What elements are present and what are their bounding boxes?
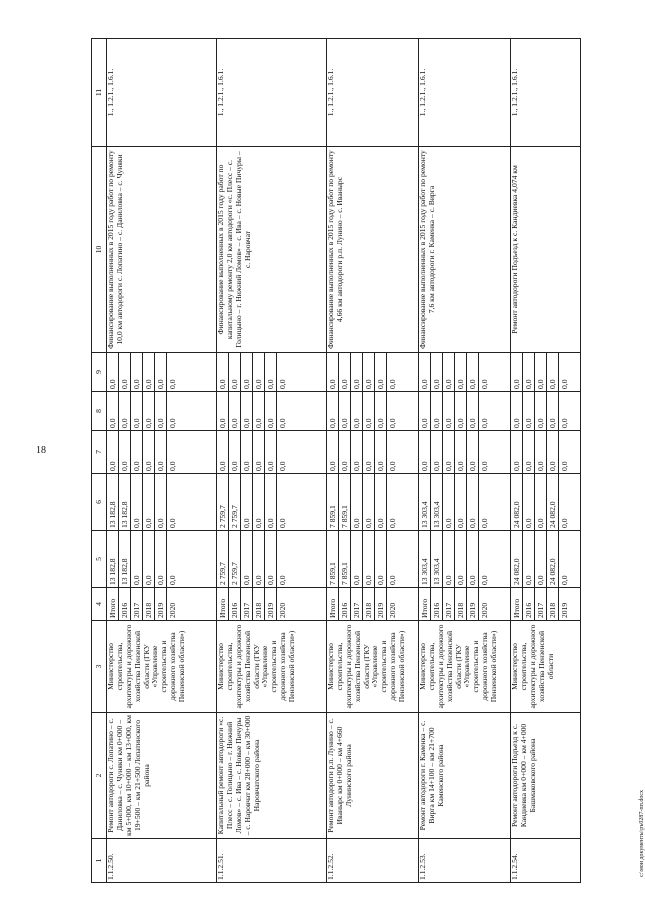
funding-total-value: 0,0 — [388, 575, 397, 585]
funding-col-8-value: 0,0 — [217, 392, 229, 430]
funding-col-8-value: 0,0 — [131, 392, 143, 430]
funding-col-9-value: 0,0 — [535, 353, 547, 391]
year-list-value: Итого — [327, 588, 339, 620]
funding-total-value: 0,0 — [265, 531, 277, 587]
rotated-table-container — [91, 39, 645, 883]
funding-total-value: 24 082,0 — [511, 531, 523, 587]
funding-col-7-value: 0,0 — [480, 461, 489, 471]
year-list-value: 2017 — [443, 588, 455, 620]
activity-name: Ремонт автодороги Подъезд к с. Кандиевка км 0+000 – км 4+000 Башмаковского района — [511, 713, 581, 839]
activity-executor: Министерство строительства, архитектуры и дорожного хозяйства Пензенской области — [511, 621, 581, 713]
funding-col-9-value: 0,0 — [119, 353, 131, 391]
funding-col-6-value: 0,0 — [455, 474, 467, 530]
funding-col-6-value: 0,0 — [480, 518, 489, 528]
funding-col-9-value: 0,0 — [547, 353, 559, 391]
funding-col-9-value: 0,0 — [511, 353, 523, 391]
funding-col-7-value: 0,0 — [143, 431, 155, 473]
funding-col-9-value: 0,0 — [523, 353, 535, 391]
funding-col-9-value: 0,0 — [265, 353, 277, 391]
funding-col-7 — [217, 431, 327, 474]
funding-col-7-value: 0,0 — [431, 431, 443, 473]
activity-refs: 1., 1.2.1., 1.6.1. — [327, 39, 419, 147]
funding-col-9-value: 0,0 — [131, 353, 143, 391]
funding-col-6-value: 0,0 — [388, 518, 397, 528]
activity-code: 1.1.2.54. — [511, 839, 581, 883]
funding-col-8-value: 0,0 — [560, 418, 569, 428]
funding-total-value: 2 759,7 — [229, 531, 241, 587]
funding-col-6-value: 2 759,7 — [217, 474, 229, 530]
year-list-value: 2020 — [278, 602, 287, 618]
funding-col-8 — [217, 392, 327, 431]
funding-total-value: 0,0 — [168, 575, 177, 585]
funding-col-6-value: 0,0 — [375, 474, 387, 530]
year-list-value: 2018 — [143, 588, 155, 620]
table-body — [107, 39, 581, 883]
funding-col-8-value: 0,0 — [278, 418, 287, 428]
funding-col-8-value: 0,0 — [535, 392, 547, 430]
funding-col-8-value: 0,0 — [547, 392, 559, 430]
funding-total-value: 0,0 — [143, 531, 155, 587]
funding-col-9 — [419, 353, 511, 392]
funding-col-9 — [107, 353, 217, 392]
activity-code: 1.1.2.53. — [419, 839, 511, 883]
funding-col-9 — [511, 353, 581, 392]
funding-col-9-value: 0,0 — [431, 353, 443, 391]
funding-col-7-value: 0,0 — [119, 431, 131, 473]
funding-col-7-value: 0,0 — [155, 431, 167, 473]
funding-total — [419, 531, 511, 588]
program-activities-table — [91, 38, 581, 883]
funding-col-6-value: 0,0 — [253, 474, 265, 530]
funding-col-7-value: 0,0 — [253, 431, 265, 473]
funding-total-value: 13 182,8 — [107, 531, 119, 587]
funding-total-value: 2 759,7 — [217, 531, 229, 587]
funding-col-8-value: 0,0 — [431, 392, 443, 430]
year-list-value: 2017 — [241, 588, 253, 620]
activity-indicator: Финансирование выполненных в 2015 году работ по ремонту 4,66 км автодороги р.п. Лунино – с. Иванырс — [327, 147, 419, 353]
year-list — [419, 588, 511, 621]
funding-col-8-value: 0,0 — [523, 392, 535, 430]
activity-executor: Министерство строительства, архитектуры и дорожного хозяйства Пензенской области (ГКУ «Управление строительства и дорожного хозяйства Пензенской области») — [419, 621, 511, 713]
funding-col-8-value: 0,0 — [480, 418, 489, 428]
year-list-value: 2016 — [229, 588, 241, 620]
funding-total-value: 0,0 — [375, 531, 387, 587]
funding-col-7-value: 0,0 — [388, 461, 397, 471]
funding-total-value: 24 082,0 — [547, 531, 559, 587]
funding-col-9 — [327, 353, 419, 392]
funding-col-8-value: 0,0 — [119, 392, 131, 430]
year-list-value: 2019 — [375, 588, 387, 620]
funding-col-7 — [511, 431, 581, 474]
year-list-value: 2019 — [155, 588, 167, 620]
year-list-value: 2018 — [547, 588, 559, 620]
funding-total-value: 7 859,1 — [339, 531, 351, 587]
column-header-9: 9 — [92, 353, 107, 392]
funding-col-6-value: 0,0 — [143, 474, 155, 530]
funding-total-value: 0,0 — [241, 531, 253, 587]
year-list-value: Итого — [419, 588, 431, 620]
table-row — [419, 39, 511, 883]
funding-total-value: 0,0 — [467, 531, 479, 587]
column-header-7: 7 — [92, 431, 107, 474]
activity-indicator: Финансирование выполненных в 2015 году работ по ремонту 7,6 км автодороги г. Каменка – с. Вирга — [419, 147, 511, 353]
funding-total-value: 0,0 — [155, 531, 167, 587]
funding-col-8-value: 0,0 — [241, 392, 253, 430]
funding-col-8-value: 0,0 — [388, 418, 397, 428]
page-number: 18 — [36, 445, 46, 456]
funding-total-value: 0,0 — [560, 575, 569, 585]
funding-col-7-value: 0,0 — [107, 431, 119, 473]
funding-col-8-value: 0,0 — [455, 392, 467, 430]
activity-indicator: Финансирование выполненных в 2015 году работ по капитальному ремонту 2,0 км автодороги «с. Плесс – с. Голицыно – г. Нижний Ломов» – с. Ива – с. Новые Пичуры – с. Наровчат — [217, 147, 327, 353]
funding-col-7-value: 0,0 — [363, 431, 375, 473]
year-list-value: 2020 — [388, 602, 397, 618]
year-list — [107, 588, 217, 621]
funding-col-7-value: 0,0 — [229, 431, 241, 473]
funding-col-8-value: 0,0 — [375, 392, 387, 430]
funding-col-6-value: 0,0 — [241, 474, 253, 530]
funding-col-9-value: 0,0 — [229, 353, 241, 391]
year-list-value: 2019 — [467, 588, 479, 620]
funding-total-value: 7 859,1 — [327, 531, 339, 587]
funding-col-7-value: 0,0 — [217, 431, 229, 473]
funding-col-9-value: 0,0 — [419, 353, 431, 391]
funding-col-9-value: 0,0 — [443, 353, 455, 391]
column-header-1: 1 — [92, 839, 107, 883]
funding-col-9-value: 0,0 — [253, 353, 265, 391]
funding-col-6-value: 0,0 — [535, 474, 547, 530]
funding-col-6 — [217, 474, 327, 531]
funding-col-7 — [327, 431, 419, 474]
year-list-value: Итого — [107, 588, 119, 620]
funding-col-9-value: 0,0 — [560, 379, 569, 389]
funding-col-8-value: 0,0 — [363, 392, 375, 430]
table-row — [511, 39, 581, 883]
activity-name: Ремонт автодороги г. Каменка – с. Вирга км 14+100 – км 21+700 Каменского района — [419, 713, 511, 839]
column-header-2: 2 — [92, 713, 107, 839]
funding-col-6-value: 0,0 — [560, 518, 569, 528]
year-list-value: 2018 — [363, 588, 375, 620]
funding-col-7-value: 0,0 — [375, 431, 387, 473]
funding-col-7-value: 0,0 — [535, 431, 547, 473]
funding-col-6-value: 7 859,1 — [327, 474, 339, 530]
funding-col-7-value: 0,0 — [443, 431, 455, 473]
funding-col-6-value: 0,0 — [467, 474, 479, 530]
funding-col-6-value: 0,0 — [168, 518, 177, 528]
funding-total-value: 0,0 — [535, 531, 547, 587]
funding-col-8-value: 0,0 — [253, 392, 265, 430]
funding-col-8 — [419, 392, 511, 431]
column-header-5: 5 — [92, 531, 107, 588]
funding-col-6-value: 2 759,7 — [229, 474, 241, 530]
funding-col-7-value: 0,0 — [278, 461, 287, 471]
year-list-value: 2019 — [265, 588, 277, 620]
funding-col-7-value: 0,0 — [467, 431, 479, 473]
activity-executor: Министерство строительства, архитектуры и дорожного хозяйства Пензенской области (ГКУ «Управление строительства и дорожного хозяйства Пензенской области») — [217, 621, 327, 713]
funding-col-8 — [327, 392, 419, 431]
funding-col-7-value: 0,0 — [131, 431, 143, 473]
funding-total-value: 0,0 — [480, 575, 489, 585]
funding-col-7-value: 0,0 — [419, 431, 431, 473]
funding-col-7-value: 0,0 — [339, 431, 351, 473]
funding-col-6-value: 13 182,8 — [107, 474, 119, 530]
column-header-6: 6 — [92, 474, 107, 531]
activity-code: 1.1.2.51. — [217, 839, 327, 883]
year-list-value: 2020 — [480, 602, 489, 618]
funding-col-6-value: 13 182,8 — [119, 474, 131, 530]
funding-col-6-value: 24 082,0 — [547, 474, 559, 530]
activity-code: 1.1.2.50. — [107, 839, 217, 883]
year-list-value: Итого — [217, 588, 229, 620]
funding-col-9-value: 0,0 — [327, 353, 339, 391]
funding-total-value: 0,0 — [253, 531, 265, 587]
funding-total — [511, 531, 581, 588]
funding-total-value: 0,0 — [363, 531, 375, 587]
funding-col-6 — [419, 474, 511, 531]
funding-col-8-value: 0,0 — [351, 392, 363, 430]
funding-col-6-value: 0,0 — [523, 474, 535, 530]
activity-name: Ремонт автодороги р.п. Лунино – с. Иванырс км 0+000 – км 4+660 Лунинского района — [327, 713, 419, 839]
year-list-value: 2016 — [119, 588, 131, 620]
funding-total-value: 0,0 — [351, 531, 363, 587]
year-list-value: 2020 — [168, 602, 177, 618]
funding-col-8-value: 0,0 — [511, 392, 523, 430]
funding-col-7 — [419, 431, 511, 474]
funding-col-8-value: 0,0 — [168, 418, 177, 428]
funding-col-9-value: 0,0 — [375, 353, 387, 391]
funding-col-8-value: 0,0 — [229, 392, 241, 430]
activity-indicator: Ремонт автодороги Подъезд к с. Кандиевка 4,074 км — [511, 147, 581, 353]
funding-col-9-value: 0,0 — [217, 353, 229, 391]
funding-col-8-value: 0,0 — [443, 392, 455, 430]
funding-col-7-value: 0,0 — [168, 461, 177, 471]
activity-name: Ремонт автодороги с. Лопатино – с. Даниловка – с. Чуняки км 0+000 – км 5+000, км 10+000 – км 13+000, км 19+500 – км 21+500 Лопатинского района — [107, 713, 217, 839]
activity-refs: 1., 1.2.1., 1.6.1. — [217, 39, 327, 147]
activity-refs: 1., 1.2.1., 1.6.1. — [107, 39, 217, 147]
year-list-value: 2018 — [253, 588, 265, 620]
funding-col-7-value: 0,0 — [265, 431, 277, 473]
funding-col-6-value: 0,0 — [351, 474, 363, 530]
funding-col-7-value: 0,0 — [560, 461, 569, 471]
funding-col-8-value: 0,0 — [155, 392, 167, 430]
funding-col-9-value: 0,0 — [107, 353, 119, 391]
funding-col-7 — [107, 431, 217, 474]
funding-col-7-value: 0,0 — [455, 431, 467, 473]
table-row — [327, 39, 419, 883]
table-row — [107, 39, 217, 883]
funding-col-9-value: 0,0 — [143, 353, 155, 391]
funding-col-9-value: 0,0 — [467, 353, 479, 391]
year-list-value: 2016 — [523, 588, 535, 620]
year-list-value: 2019 — [560, 602, 569, 618]
year-list — [217, 588, 327, 621]
funding-col-8-value: 0,0 — [143, 392, 155, 430]
funding-col-8-value: 0,0 — [467, 392, 479, 430]
funding-col-7-value: 0,0 — [523, 431, 535, 473]
funding-col-7-value: 0,0 — [547, 431, 559, 473]
funding-col-8-value: 0,0 — [419, 392, 431, 430]
activity-executor: Министерство строительства, архитектуры и дорожного хозяйства Пензенской области (ГКУ «Управление строительства и дорожного хозяйства Пензенской области») — [107, 621, 217, 713]
funding-col-8 — [511, 392, 581, 431]
year-list — [327, 588, 419, 621]
funding-total-value: 13 303,4 — [419, 531, 431, 587]
funding-col-6-value: 13 303,4 — [431, 474, 443, 530]
funding-col-8-value: 0,0 — [327, 392, 339, 430]
funding-total — [327, 531, 419, 588]
funding-col-6-value: 0,0 — [155, 474, 167, 530]
funding-total-value: 0,0 — [443, 531, 455, 587]
funding-col-6 — [107, 474, 217, 531]
funding-col-6-value: 0,0 — [265, 474, 277, 530]
header-row — [92, 39, 107, 883]
year-list-value: 2017 — [351, 588, 363, 620]
year-list-value: 2016 — [431, 588, 443, 620]
funding-col-9-value: 0,0 — [351, 353, 363, 391]
funding-col-9-value: 0,0 — [278, 379, 287, 389]
funding-col-6-value: 0,0 — [131, 474, 143, 530]
funding-col-7-value: 0,0 — [511, 431, 523, 473]
funding-total — [107, 531, 217, 588]
activity-refs: 1., 1.2.1., 1.6.1. — [419, 39, 511, 147]
funding-total-value: 13 182,8 — [119, 531, 131, 587]
column-header-10: 10 — [92, 147, 107, 353]
column-header-11: 11 — [92, 39, 107, 147]
activity-code: 1.1.2.52. — [327, 839, 419, 883]
funding-total-value: 13 303,4 — [431, 531, 443, 587]
activity-name: Капитальный ремонт автодороги «с. Плесс – с. Голицыно – г. Нижний Ломов» – с. Ива – с. Новые Пичуры – с. Наровчат км 28+000 – км 30+000 Наровчатского района — [217, 713, 327, 839]
funding-col-9-value: 0,0 — [480, 379, 489, 389]
year-list-value: 2016 — [339, 588, 351, 620]
funding-total-value: 0,0 — [523, 531, 535, 587]
funding-total — [217, 531, 327, 588]
funding-col-6-value: 0,0 — [278, 518, 287, 528]
column-header-3: 3 — [92, 621, 107, 713]
funding-col-8-value: 0,0 — [107, 392, 119, 430]
funding-col-6-value: 0,0 — [443, 474, 455, 530]
funding-col-6-value: 7 859,1 — [339, 474, 351, 530]
funding-col-8 — [107, 392, 217, 431]
year-list-value: 2018 — [455, 588, 467, 620]
funding-col-8-value: 0,0 — [265, 392, 277, 430]
activity-indicator: Финансирование выполненных в 2015 году работ по ремонту 10,0 км автодороги с. Лопатино – с. Даниловка – с. Чуняки — [107, 147, 217, 353]
funding-col-8-value: 0,0 — [339, 392, 351, 430]
funding-col-9-value: 0,0 — [363, 353, 375, 391]
funding-col-9-value: 0,0 — [241, 353, 253, 391]
funding-col-7-value: 0,0 — [241, 431, 253, 473]
funding-col-9-value: 0,0 — [168, 379, 177, 389]
funding-col-6-value: 13 303,4 — [419, 474, 431, 530]
funding-total-value: 0,0 — [278, 575, 287, 585]
footer-path: c:\мои документы\ръ0287-пп.docx — [639, 790, 645, 877]
funding-col-6-value: 0,0 — [363, 474, 375, 530]
funding-col-9-value: 0,0 — [455, 353, 467, 391]
funding-col-9-value: 0,0 — [388, 379, 397, 389]
year-list — [511, 588, 581, 621]
column-header-4: 4 — [92, 588, 107, 621]
activity-executor: Министерство строительства, архитектуры и дорожного хозяйства Пензенской области (ГКУ «Управление строительства и дорожного хозяйства Пензенской области») — [327, 621, 419, 713]
funding-col-6-value: 24 082,0 — [511, 474, 523, 530]
funding-col-7-value: 0,0 — [327, 431, 339, 473]
funding-total-value: 0,0 — [455, 531, 467, 587]
funding-col-6 — [511, 474, 581, 531]
year-list-value: Итого — [511, 588, 523, 620]
year-list-value: 2017 — [535, 588, 547, 620]
funding-total-value: 0,0 — [131, 531, 143, 587]
funding-col-9-value: 0,0 — [339, 353, 351, 391]
funding-col-9-value: 0,0 — [155, 353, 167, 391]
table-row — [217, 39, 327, 883]
funding-col-9 — [217, 353, 327, 392]
column-header-8: 8 — [92, 392, 107, 431]
funding-col-6 — [327, 474, 419, 531]
funding-col-7-value: 0,0 — [351, 431, 363, 473]
year-list-value: 2017 — [131, 588, 143, 620]
activity-refs: 1., 1.2.1., 1.6.1. — [511, 39, 581, 147]
